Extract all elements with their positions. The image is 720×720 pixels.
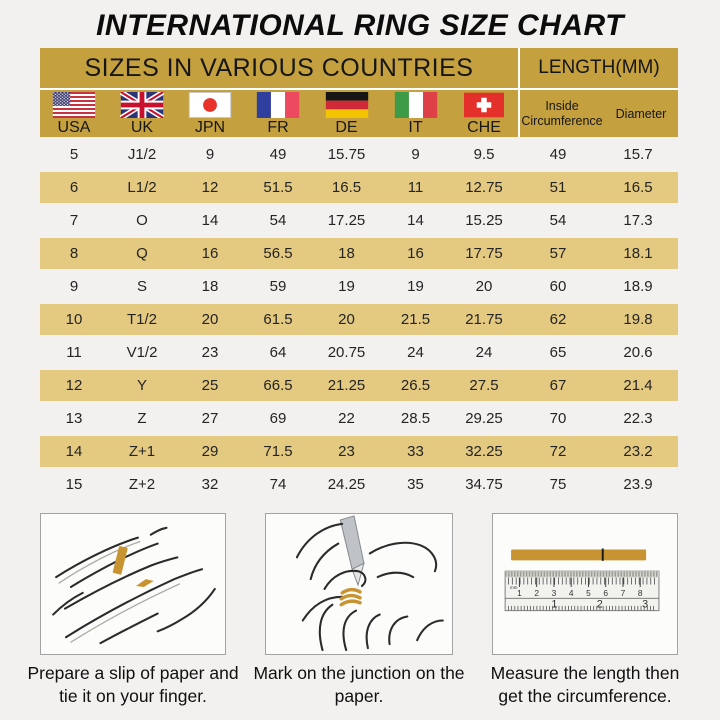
table-cell: 14: [201, 212, 219, 229]
table-cell: 16.5: [312, 172, 381, 203]
table-cell: 16.5: [598, 172, 678, 203]
table-cell: L1/2: [108, 172, 176, 203]
table-row: [40, 436, 678, 467]
instruction-steps: [27, 513, 680, 708]
table-cell: 13: [65, 410, 83, 427]
table-cell: 18: [201, 278, 219, 295]
step-illustration-panel: [492, 513, 678, 655]
table-cell: V1/2: [126, 344, 158, 361]
ring-size-table-body: [40, 139, 678, 500]
table-cell: 49: [549, 146, 567, 163]
table-cell: O: [136, 212, 148, 229]
table-cell: 23: [201, 344, 219, 361]
table-cell: 27: [201, 410, 219, 427]
step-caption: Mark on the junction on the paper.: [253, 663, 465, 707]
table-cell: 49: [269, 146, 287, 163]
table-cell: 24: [475, 344, 493, 361]
table-cell: 67: [518, 370, 598, 401]
table-cell: 11: [381, 172, 450, 203]
table-cell: 6: [40, 172, 108, 203]
svg-text:3: 3: [642, 598, 649, 611]
table-row: [40, 271, 678, 302]
step-illustration-panel: [265, 513, 453, 655]
table-cell: 54: [549, 212, 567, 229]
table-cell: Z+1: [108, 436, 176, 467]
table-cell: 15.7: [623, 146, 653, 163]
table-cell: 74: [269, 476, 287, 493]
country-label: JPN: [194, 119, 226, 136]
table-cell: Z+2: [128, 476, 156, 493]
svg-text:6: 6: [603, 587, 609, 598]
table-cell: 18: [312, 238, 381, 269]
table-cell: 24: [407, 344, 424, 361]
table-cell: 66.5: [244, 370, 312, 401]
svg-text:2: 2: [596, 598, 603, 611]
italy-flag-icon: [394, 92, 438, 118]
table-row: [40, 205, 678, 236]
table-cell: 29.25: [465, 410, 503, 427]
uk-flag-icon: [120, 92, 164, 118]
svg-text:1: 1: [517, 587, 522, 598]
germany-flag-icon: [325, 92, 369, 118]
table-cell: 61.5: [244, 304, 312, 335]
table-cell: 20: [176, 304, 244, 335]
table-cell: 12: [176, 172, 244, 203]
pen-marking-paper-illustration: [266, 514, 452, 654]
table-cell: 65: [549, 344, 567, 361]
table-cell: 15.75: [327, 146, 366, 163]
country-label: UK: [130, 119, 154, 136]
table-cell: T1/2: [108, 304, 176, 335]
country-label: FR: [267, 119, 289, 136]
table-cell: 19: [407, 278, 424, 295]
table-cell: 23.2: [598, 436, 678, 467]
table-row: [40, 304, 678, 335]
diameter-header: Diameter: [615, 106, 667, 121]
table-cell: 29: [176, 436, 244, 467]
table-cell: 16: [176, 238, 244, 269]
table-cell: 56.5: [244, 238, 312, 269]
table-cell: J1/2: [127, 146, 157, 163]
table-cell: 16: [381, 238, 450, 269]
table-cell: 54: [269, 212, 287, 229]
table-cell: 20: [475, 278, 493, 295]
table-cell: 8: [40, 238, 108, 269]
table-cell: 23.9: [623, 476, 653, 493]
table-cell: Q: [108, 238, 176, 269]
svg-text:4: 4: [568, 587, 574, 598]
table-cell: Y: [108, 370, 176, 401]
country-label: CHE: [467, 119, 501, 136]
table-cell: 62: [518, 304, 598, 335]
table-cell: 32.25: [450, 436, 518, 467]
step-mark-junction: [253, 513, 465, 708]
table-cell: S: [136, 278, 147, 295]
table-cell: 75: [549, 476, 567, 493]
inside-circumference-header: Inside Circumference: [521, 99, 603, 128]
country-columns: [40, 90, 518, 137]
table-cell: 7: [69, 212, 79, 229]
table-cell: 9: [69, 278, 79, 295]
table-cell: 27.5: [450, 370, 518, 401]
table-row: [40, 172, 678, 203]
country-column-it: [381, 90, 450, 137]
sizes-in-various-countries-header: SIZES IN VARIOUS COUNTRIES: [40, 48, 518, 88]
table-cell: 10: [40, 304, 108, 335]
table-cell: 35: [407, 476, 424, 493]
svg-text:1: 1: [551, 598, 558, 611]
france-flag-icon: [256, 92, 300, 118]
table-cell: 19: [338, 278, 355, 295]
ruler-measurement-illustration: [493, 514, 677, 654]
page-title: INTERNATIONAL RING SIZE CHART: [96, 9, 624, 42]
table-cell: 32: [201, 476, 219, 493]
table-cell: 70: [549, 410, 567, 427]
table-row: [40, 403, 678, 434]
table-cell: 14: [40, 436, 108, 467]
table-cell: 57: [518, 238, 598, 269]
table-cell: 12: [40, 370, 108, 401]
table-cell: 14: [407, 212, 424, 229]
table-row: [40, 337, 678, 368]
table-cell: 23: [312, 436, 381, 467]
table-cell: 33: [381, 436, 450, 467]
svg-text:8: 8: [637, 587, 643, 598]
usa-flag-icon: [52, 92, 96, 118]
table-cell: 12.75: [450, 172, 518, 203]
table-cell: 18.9: [623, 278, 653, 295]
table-cell: 21.4: [598, 370, 678, 401]
table-cell: 21.75: [450, 304, 518, 335]
table-cell: 21.5: [381, 304, 450, 335]
country-column-che: [450, 90, 518, 137]
table-cell: 34.75: [465, 476, 503, 493]
country-label: USA: [57, 119, 91, 136]
table-cell: 17.25: [327, 212, 366, 229]
table-header-band: [40, 48, 678, 137]
table-cell: Z: [137, 410, 147, 427]
table-cell: 71.5: [244, 436, 312, 467]
table-cell: 51.5: [244, 172, 312, 203]
step-prepare-paper: [27, 513, 239, 708]
table-row: [40, 469, 678, 500]
table-cell: 15: [65, 476, 83, 493]
svg-text:mm: mm: [510, 584, 518, 590]
country-column-jpn: [176, 90, 244, 137]
table-cell: 11: [66, 344, 82, 361]
table-cell: 64: [269, 344, 287, 361]
table-cell: 9: [411, 146, 420, 163]
step-illustration-panel: [40, 513, 226, 655]
table-cell: 59: [269, 278, 287, 295]
country-column-usa: [40, 90, 108, 137]
country-label: DE: [335, 119, 358, 136]
table-cell: 69: [269, 410, 287, 427]
table-row: [40, 139, 678, 170]
table-cell: 51: [518, 172, 598, 203]
step-caption: Measure the length then get the circumference.: [490, 663, 680, 707]
table-cell: 28.5: [400, 410, 431, 427]
ring-size-table: [40, 137, 678, 502]
country-label: IT: [408, 119, 423, 136]
table-cell: 21.25: [312, 370, 381, 401]
table-cell: 15.25: [465, 212, 503, 229]
table-row: [40, 370, 678, 401]
table-cell: 25: [176, 370, 244, 401]
table-cell: 19.8: [598, 304, 678, 335]
step-measure-length: [492, 513, 678, 708]
table-cell: 22: [338, 410, 355, 427]
table-cell: 17.3: [623, 212, 653, 229]
table-cell: 60: [549, 278, 567, 295]
country-column-uk: [108, 90, 176, 137]
length-subcolumns: [520, 90, 678, 137]
svg-text:3: 3: [551, 587, 557, 598]
svg-text:2: 2: [534, 587, 540, 598]
table-cell: 22.3: [623, 410, 653, 427]
country-column-fr: [244, 90, 312, 137]
table-row: [40, 238, 678, 269]
length-mm-header: LENGTH(MM): [520, 48, 678, 88]
table-cell: 9: [205, 146, 215, 163]
country-column-de: [312, 90, 381, 137]
table-cell: 18.1: [598, 238, 678, 269]
table-cell: 72: [518, 436, 598, 467]
svg-text:5: 5: [586, 587, 591, 598]
table-cell: 17.75: [450, 238, 518, 269]
table-cell: 9.5: [473, 146, 495, 163]
switzerland-flag-icon: [464, 92, 504, 118]
svg-text:7: 7: [620, 587, 626, 598]
table-cell: 20: [312, 304, 381, 335]
step-caption: Prepare a slip of paper and tie it on your finger.: [27, 663, 239, 707]
japan-flag-icon: [188, 92, 232, 118]
table-cell: 20.75: [327, 344, 366, 361]
table-cell: 26.5: [381, 370, 450, 401]
table-cell: 24.25: [327, 476, 366, 493]
hand-with-paper-slip-illustration: [41, 514, 225, 654]
table-cell: 20.6: [623, 344, 653, 361]
table-cell: 5: [69, 146, 79, 163]
